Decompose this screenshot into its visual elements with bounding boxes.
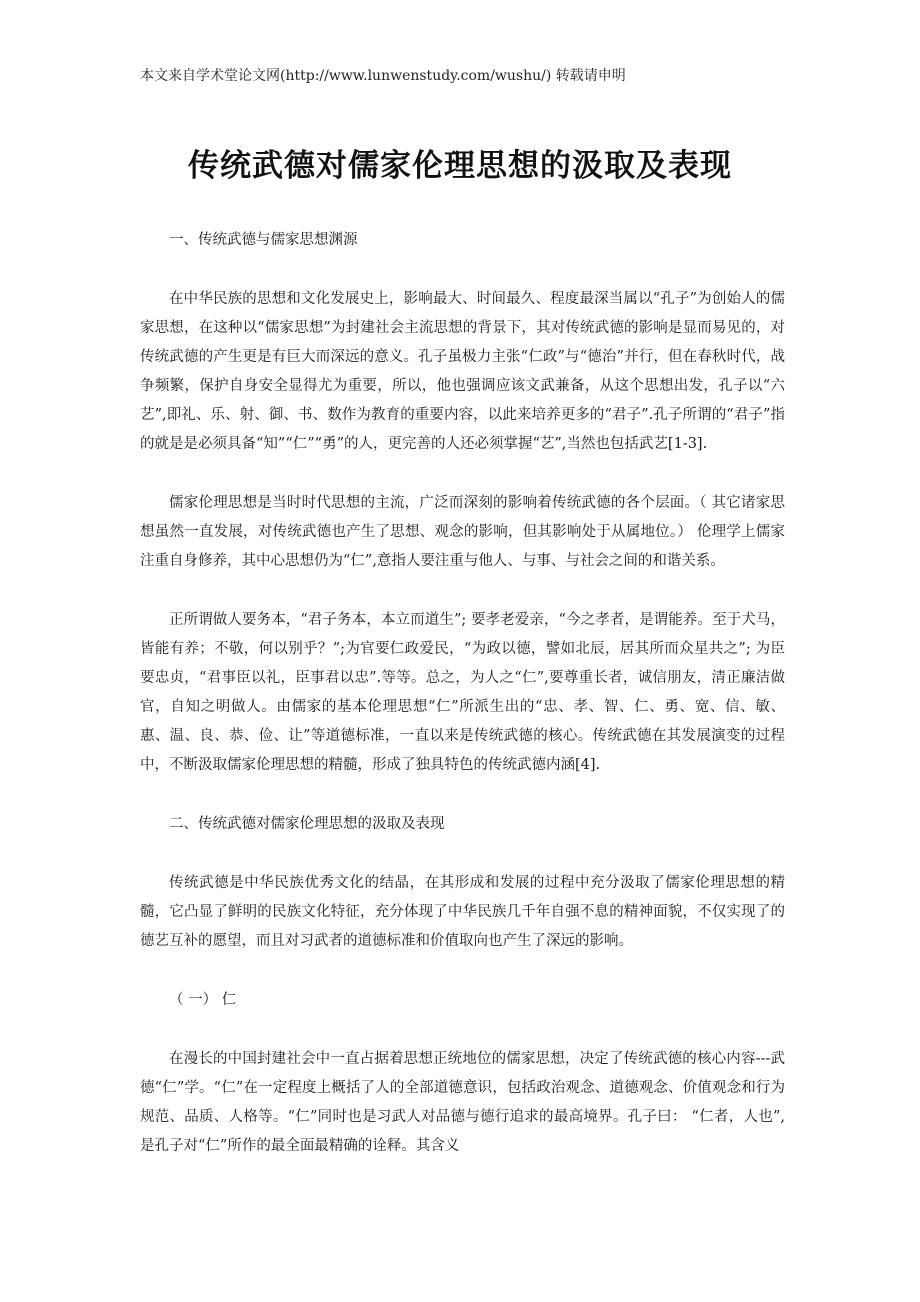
paragraph-4: 传统武德是中华民族优秀文化的结晶，在其形成和发展的过程中充分汲取了儒家伦理思想的精髓，它凸显了鲜明的民族文化特征，充分体现了中华民族几千年自强不息的精神面貌，不仅实现了的德艺互补的愿望，而且对习武者的道德标准和价值取向也产生了深远的影响。 [140,875,785,949]
subsection-1-heading: （ 一） 仁 [169,992,237,1008]
section-1-heading: 一、传统武德与儒家思想渊源 [169,232,358,248]
section-2-heading: 二、传统武德对儒家伦理思想的汲取及表现 [169,816,445,832]
paragraph-3: 正所谓做人要务本，“君子务本，本立而道生”; 要孝老爱亲，“今之孝者，是谓能养。至于犬马，皆能有养；不敬，何以别乎？”;为官要仁政爱民，“为政以德，譬如北辰，居其所而众星共之”; 为臣要忠贞，“君事臣以礼，臣事君以忠”.等等。总之，为人之“仁”,要尊重长者，诚信朋友，清正廉洁做官，自知之明做人。由儒家的基本伦理思想“仁”所派生出的“忠、孝、智、仁、勇、宽、信、敏、惠、温、良、恭、俭、让”等道德标准，一直以来是传统武德的核心。传统武德在其发展演变的过程中，不断汲取儒家伦理思想的精髓，形成了独具特色的传统武德内涵[4]. [140,612,785,773]
document-title: 传统武德对儒家伦理思想的汲取及表现 [188,148,732,184]
paragraph-5: 在漫长的中国封建社会中一直占据着思想正统地位的儒家思想，决定了传统武德的核心内容---武德“仁”学。“仁”在一定程度上概括了人的全部道德意识，包括政治观念、道德观念、价值观念和行为规范、品质、人格等。“仁”同时也是习武人对品德与德行追求的最高境界。孔子曰： “仁者，人也”,是孔子对“仁”所作的最全面最精确的诠释。其含义 [140,1051,785,1154]
paragraph-1: 在中华民族的思想和文化发展史上，影响最大、时间最久、程度最深当属以“孔子”为创始人的儒家思想，在这种以“儒家思想”为封建社会主流思想的背景下，其对传统武德的影响是显而易见的，对传统武德的产生更是有巨大而深远的意义。孔子虽极力主张“仁政”与“德治”并行，但在春秋时代，战争频繁，保护自身安全显得尤为重要，所以，他也强调应该文武兼备，从这个思想出发，孔子以“六艺”,即礼、乐、射、御、书、数作为教育的重要内容，以此来培养更多的“君子”.孔子所谓的“君子”指的就是是必须具备“知”“仁”“勇”的人，更完善的人还必须掌握“艺”,当然也包括武艺[1-3]. [140,291,785,452]
document-body [140,226,785,1161]
paragraph-2: 儒家伦理思想是当时时代思想的主流，广泛而深刻的影响着传统武德的各个层面。（ 其它诸家思想虽然一直发展，对传统武德也产生了思想、观念的影响，但其影响处于从属地位。） 伦理学上儒家注重自身修养，其中心思想仍为“仁”,意指人要注重与他人、与事、与社会之间的和谐关系。 [140,495,785,569]
source-note: 本文来自学术堂论文网(http://www.lunwenstudy.com/wushu/) 转载请申明 [140,68,626,84]
